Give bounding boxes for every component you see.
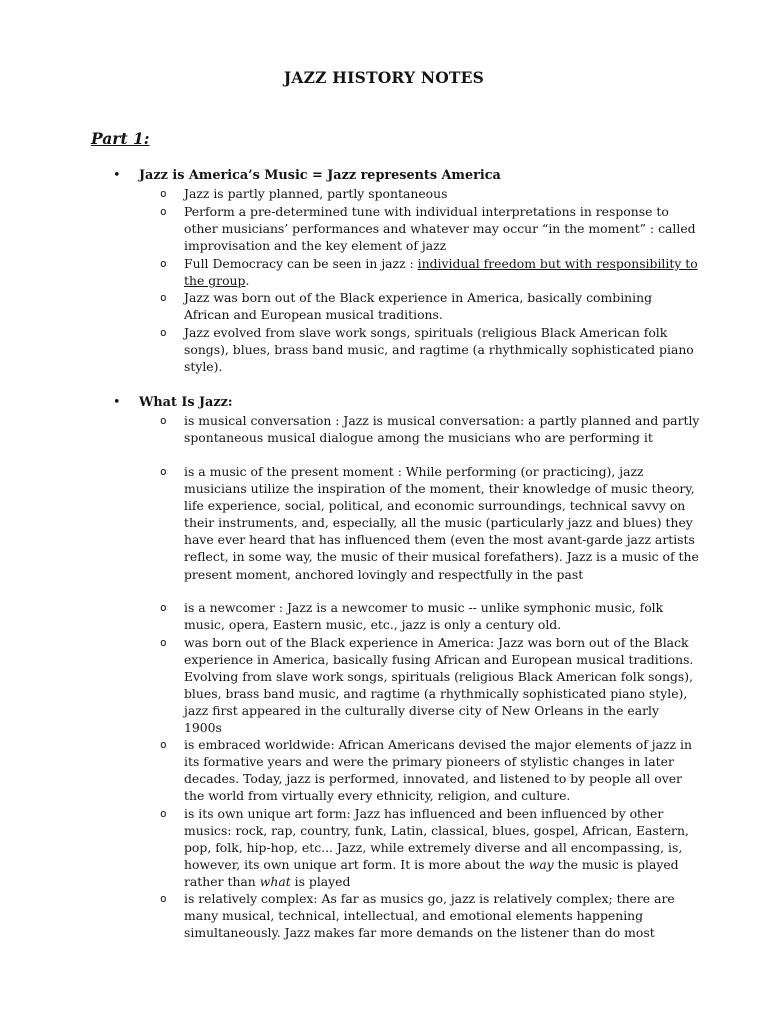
list-item xyxy=(160,805,700,890)
document-title: JAZZ HISTORY NOTES xyxy=(283,68,485,87)
sub-bullet-icon: o xyxy=(160,807,167,820)
list-item xyxy=(160,736,700,804)
sub-bullet-icon: o xyxy=(160,636,167,649)
italic-word-what: what xyxy=(259,874,291,890)
list-item xyxy=(160,185,700,202)
list-item xyxy=(160,255,700,289)
section-heading-text: Jazz is America’s Music = Jazz represents America xyxy=(139,168,501,183)
list-item xyxy=(160,289,700,323)
section-heading-what-is-jazz xyxy=(113,394,233,411)
list-item-text: is embraced worldwide: African Americans devised the major elements of jazz in its formative years and were the primary pioneers of stylistic changes in later decades. Today, jazz is performed, innovated, and listened to by people all over the world from virtually every ethnicity, religion, and culture. xyxy=(184,737,692,804)
section-heading-text: What Is Jazz: xyxy=(139,395,233,410)
list-item xyxy=(160,890,700,941)
list-item xyxy=(160,463,700,583)
sub-bullet-icon: o xyxy=(160,291,167,304)
list-item xyxy=(160,634,700,737)
bullet-icon: • xyxy=(113,395,121,410)
bullet-icon: • xyxy=(113,168,121,183)
list-item-text: Jazz is partly planned, partly spontaneous xyxy=(184,186,448,201)
sub-bullet-icon: o xyxy=(160,601,167,614)
underlined-phrase: individual freedom but with responsibility to the group xyxy=(184,256,698,289)
sub-bullet-icon: o xyxy=(160,465,167,478)
sub-bullet-icon: o xyxy=(160,414,167,427)
list-item xyxy=(160,599,700,633)
sub-bullet-icon: o xyxy=(160,892,167,905)
list-item-text: was born out of the Black experience in America: Jazz was born out of the Black experience in America, basically fusing African and European musical traditions. Evolving from slave work songs, spirituals (religious Black American folk songs), blues, brass band music, and ragtime (a rhythmically sophisticated piano style), jazz first appeared in the culturally diverse city of New Orleans in the early 1900s xyxy=(184,635,694,736)
list-item-text: Jazz evolved from slave work songs, spirituals (religious Black American folk songs), blues, brass band music, and ragtime (a rhythmically sophisticated piano style). xyxy=(184,325,694,375)
list-item-text: is musical conversation : Jazz is musical conversation: a partly planned and partly spontaneous musical dialogue among the musicians who are performing it xyxy=(184,413,700,446)
list-item xyxy=(160,203,700,254)
list-item xyxy=(160,412,700,446)
list-item-text: is a music of the present moment : While performing (or practicing), jazz musicians utilize the inspiration of the moment, their knowledge of music theory, life experience, social, political, and economic surroundings, technical savvy on their instruments, and, especially, all the music (particularly jazz and blues) they have ever heard that has influenced them (even the most avant-garde jazz artists reflect, in some way, the music of their musical forefathers). Jazz is a music of the present moment, anchored lovingly and respectfully in the past xyxy=(184,464,699,582)
section-heading-americas-music xyxy=(113,167,501,184)
sub-bullet-icon: o xyxy=(160,205,167,218)
sub-bullet-icon: o xyxy=(160,257,167,270)
sub-bullet-icon: o xyxy=(160,187,167,200)
part-heading: Part 1: xyxy=(91,129,150,148)
list-item-text: Full Democracy can be seen in jazz : individual freedom but with responsibility to the group. xyxy=(184,256,698,289)
italic-word-way: way xyxy=(528,857,554,873)
list-item-text: is its own unique art form: Jazz has influenced and been influenced by other musics: rock, rap, country, funk, Latin, classical, blues, gospel, African, Eastern, pop, folk, hip-hop, etc... Jazz, while extremely diverse and all encompassing, is, however, its own unique art form. It is more about the way the music is played rather than what is played xyxy=(184,806,689,890)
list-item-text: Jazz was born out of the Black experience in America, basically combining African and European musical traditions. xyxy=(184,290,653,323)
list-item-text: is relatively complex: As far as musics go, jazz is relatively complex; there are many musical, technical, intellectual, and emotional elements happening simultaneously. Jazz makes far more demands on the listener than do most xyxy=(184,891,675,941)
sub-bullet-icon: o xyxy=(160,738,167,751)
list-item-text: is a newcomer : Jazz is a newcomer to music -- unlike symphonic music, folk music, opera, Eastern music, etc., jazz is only a century old. xyxy=(184,600,664,633)
list-item xyxy=(160,324,700,375)
sub-bullet-icon: o xyxy=(160,326,167,339)
list-item-text: Perform a pre-determined tune with individual interpretations in response to other musicians’ performances and whatever may occur “in the moment” : called improvisation and the key element of jazz xyxy=(184,204,696,254)
